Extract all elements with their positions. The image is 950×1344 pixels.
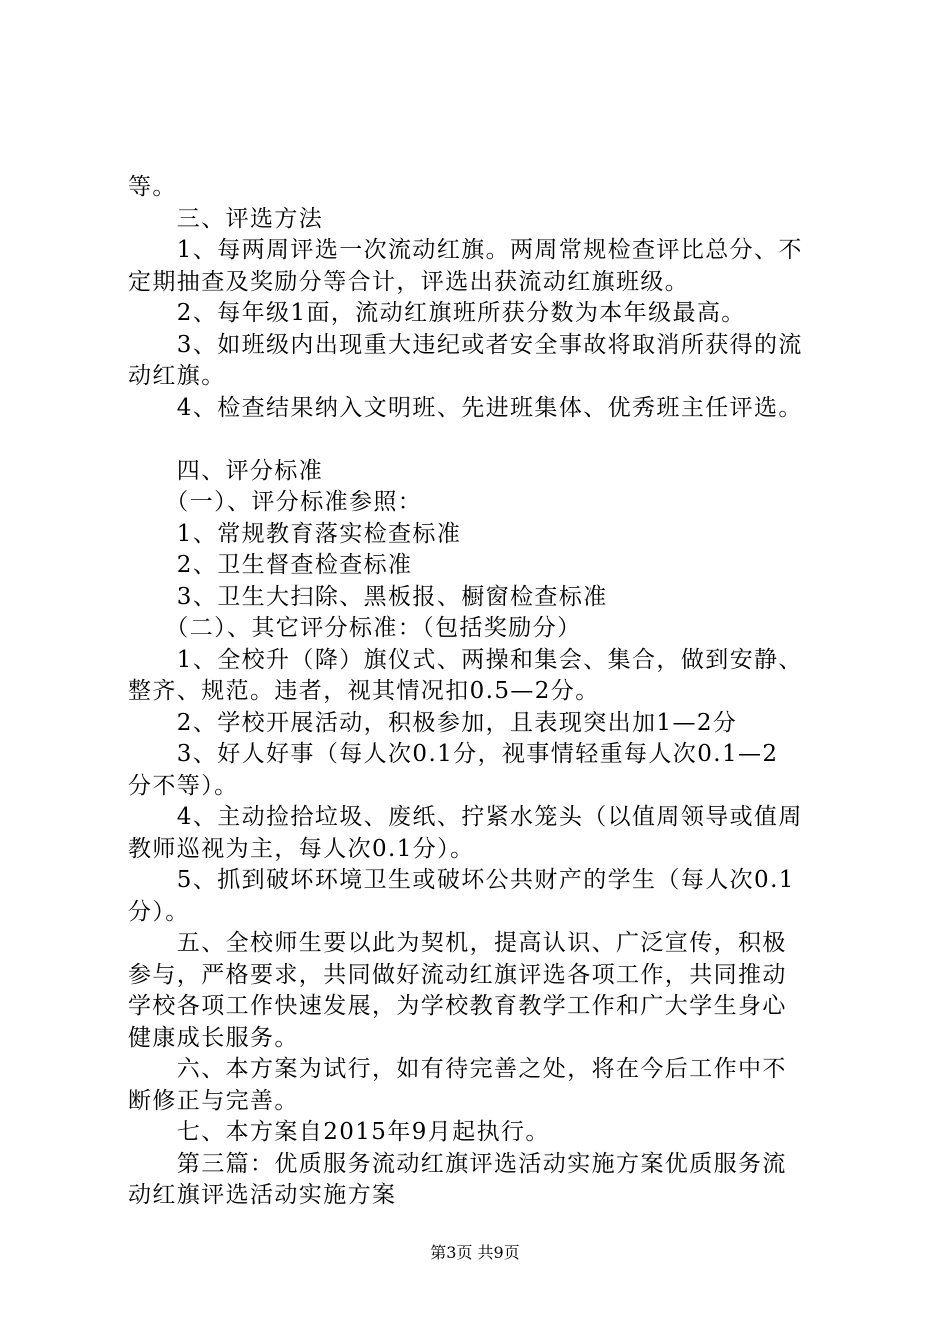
text-line: 动红旗。 bbox=[128, 363, 226, 389]
text-line: 断修正与完善。 bbox=[128, 1087, 299, 1114]
text-line: （一）、评分标准参照： bbox=[128, 489, 423, 515]
text-line: 1、全校升（降）旗仪式、两操和集会、集合，做到安静、 bbox=[128, 646, 803, 673]
text-line: 等。 bbox=[128, 174, 177, 200]
text-line: 整齐、规范。违者，视其情况扣0.5—2分。 bbox=[128, 678, 600, 704]
text-line: 1、常规教育落实检查标准 bbox=[128, 520, 462, 547]
text-line: 分不等）。 bbox=[128, 772, 239, 799]
text-line: 四、评分标准 bbox=[128, 457, 324, 484]
text-line: 3、好人好事（每人次0.1分，视事情轻重每人次0.1—2 bbox=[128, 741, 779, 767]
text-line: 五、全校师生要以此为契机，提高认识、广泛宣传，积极 bbox=[128, 930, 787, 956]
text-line: 2、每年级1面，流动红旗班所获分数为本年级最高。 bbox=[128, 300, 746, 326]
text-line: 3、如班级内出现重大违纪或者安全事故将取消所获得的流 bbox=[128, 331, 803, 358]
text-line: 三、评选方法 bbox=[128, 205, 324, 232]
text-line: 分）。 bbox=[128, 898, 190, 925]
text-line: 3、卫生大扫除、黑板报、橱窗检查标准 bbox=[128, 583, 608, 610]
page-footer: 第3页 共9页 bbox=[430, 1243, 520, 1262]
document-body bbox=[128, 172, 832, 1212]
text-line: 六、本方案为试行，如有待完善之处，将在今后工作中不 bbox=[128, 1056, 787, 1082]
text-line: 定期抽查及奖励分等合计，评选出获流动红旗班级。 bbox=[128, 268, 690, 295]
text-line: 学校各项工作快速发展，为学校教育教学工作和广大学生身心 bbox=[128, 993, 787, 1019]
text-line: 动红旗评选活动实施方案 bbox=[128, 1182, 397, 1208]
text-line: 2、学校开展活动，积极参加，且表现突出加1—2分 bbox=[128, 709, 738, 736]
text-line: 七、本方案自2015年9月起执行。 bbox=[128, 1119, 550, 1145]
blank-line bbox=[128, 424, 832, 456]
text-line: 4、主动捡拾垃圾、废纸、拧紧水笼头（以值周领导或值周 bbox=[128, 804, 803, 830]
text-line: 1、每两周评选一次流动红旗。两周常规检查评比总分、不 bbox=[128, 237, 803, 263]
text-line: 5、抓到破坏环境卫生或破坏公共财产的学生（每人次0.1 bbox=[128, 867, 795, 893]
text-line: 4、检查结果纳入文明班、先进班集体、优秀班主任评选。 bbox=[128, 394, 803, 421]
text-line: 健康成长服务。 bbox=[128, 1024, 299, 1051]
text-line: 2、卫生督查检查标准 bbox=[128, 552, 413, 578]
text-line: （二）、其它评分标准：（包括奖励分） bbox=[128, 615, 582, 641]
text-line: 教师巡视为主，每人次0.1分）。 bbox=[128, 835, 475, 862]
text-line: 第三篇：优质服务流动红旗评选活动实施方案优质服务流 bbox=[128, 1150, 787, 1177]
text-line: 参与，严格要求，共同做好流动红旗评选各项工作，共同推动 bbox=[128, 961, 787, 988]
